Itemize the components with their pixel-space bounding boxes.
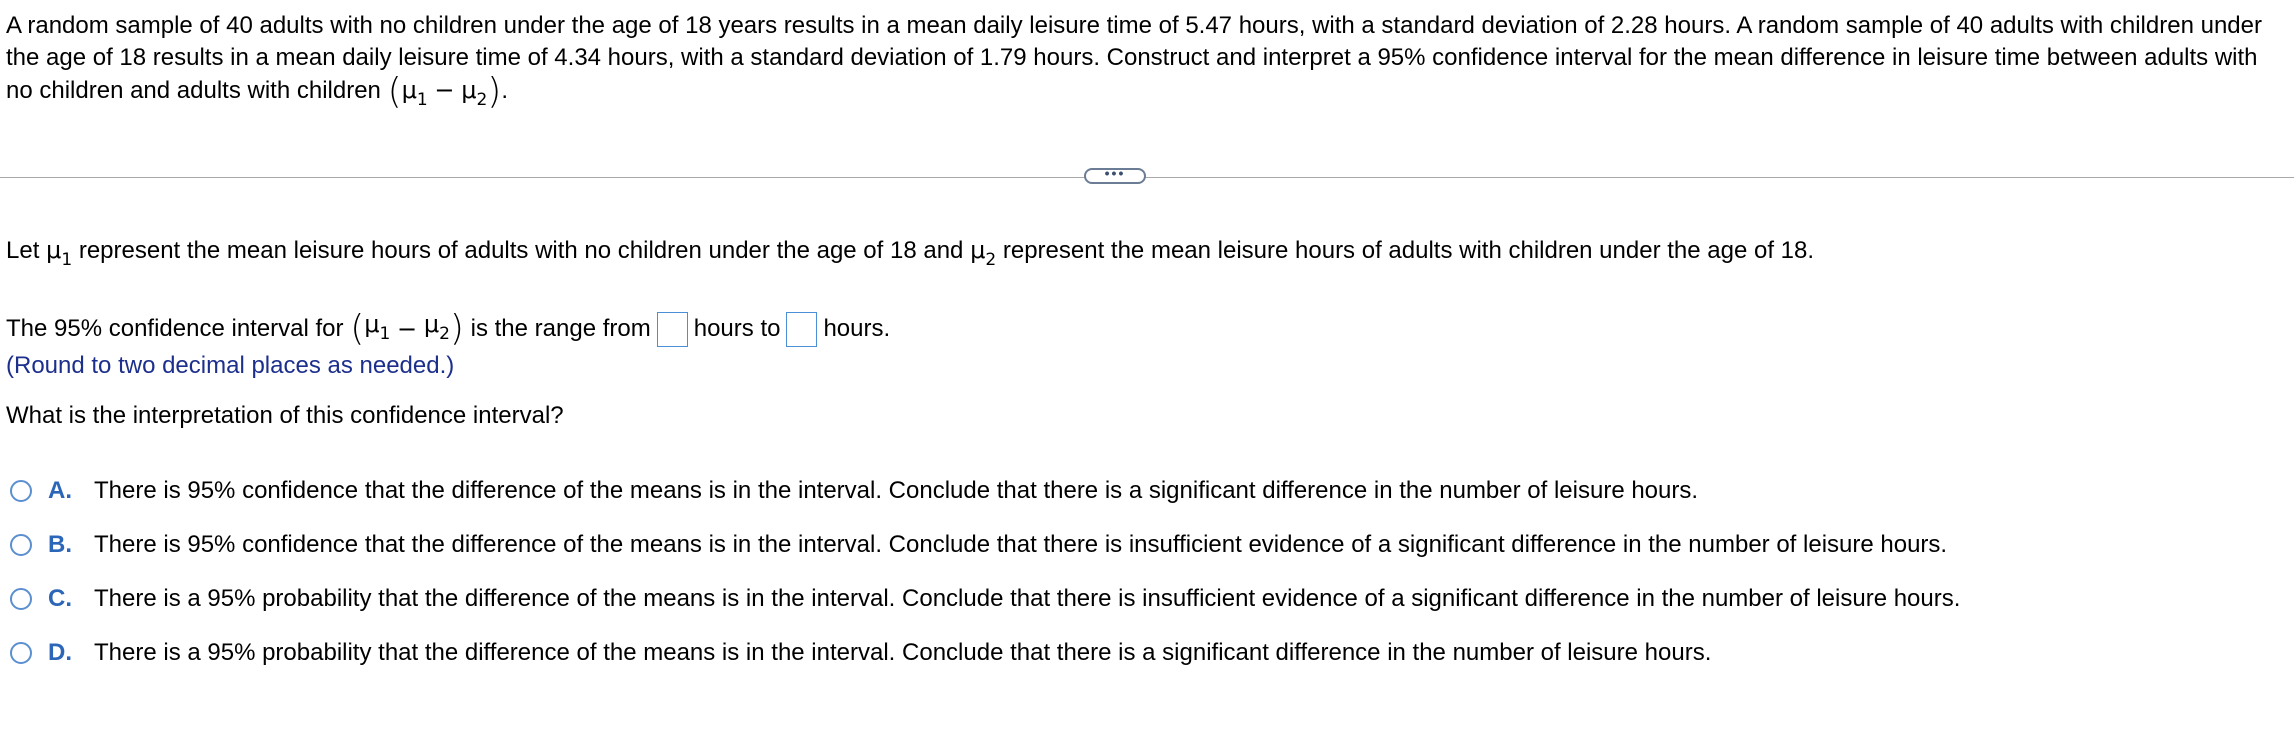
problem-text: A random sample of 40 adults with no children under the age of 18 years results in a mean daily leisure time of 5.47 hours, with a standard deviation of 2.28 hours. A random sample of 40 adults with children under the age of 18 results in a mean daily leisure time of 4.34 hours, with a standard deviation of 1.79 hours. Construct and interpret a 95% confidence interval for the mean difference in leisure time between adults with no children and adults with children — [6, 12, 2262, 104]
mu1-symbol: $\mu_1$ — [46, 236, 73, 270]
option-a[interactable]: A. There is 95% confidence that the difference of the means is in the interval. Conclude that there is a significant difference in the number of leisure hours. — [10, 475, 1960, 507]
interpretation-question: What is the interpretation of this confidence interval? — [6, 402, 564, 429]
radio-button-icon[interactable] — [10, 534, 32, 556]
mu2-symbol: $\mu_2$ — [970, 236, 997, 270]
option-c[interactable]: C. There is a 95% probability that the difference of the means is in the interval. Conclude that there is insufficient evidence of a significant difference in the number of leisure hours. — [10, 583, 1960, 615]
problem-statement — [6, 10, 2286, 116]
option-text: There is 95% confidence that the difference of the means is in the interval. Conclude that there is a significant difference in the number of leisure hours. — [94, 477, 1699, 504]
definition-line: Let $\mu_1$ represent the mean leisure hours of adults with no children under the age of 18 and $\mu_2$ represent the mean leisure hours of adults with children under the age of 18. — [6, 236, 1815, 270]
answer-options — [10, 475, 1960, 691]
option-d[interactable]: D. There is a 95% probability that the difference of the means is in the interval. Conclude that there is a significant difference in the number of leisure hours. — [10, 637, 1960, 669]
expand-button[interactable] — [1084, 165, 1146, 184]
mu2-symbol: $\mu_2$ — [461, 76, 488, 110]
ellipsis-icon: ••• — [1104, 165, 1126, 181]
rounding-note: (Round to two decimal places as needed.) — [6, 352, 455, 379]
right-paren: ) — [487, 71, 502, 112]
option-b[interactable]: B. There is 95% confidence that the difference of the means is in the interval. Conclude that there is insufficient evidence of a significant difference in the number of leisure hours. — [10, 529, 1960, 561]
mu2-symbol: $\mu_2$ — [423, 310, 450, 344]
radio-button-icon[interactable] — [10, 642, 32, 664]
radio-button-icon[interactable] — [10, 588, 32, 610]
lower-bound-input[interactable] — [657, 312, 688, 347]
option-text: There is a 95% probability that the difference of the means is in the interval. Conclude that there is insufficient evidence of a significant difference in the number of leisure hours. — [94, 585, 1961, 612]
option-text: There is a 95% probability that the difference of the means is in the interval. Conclude that there is a significant difference in the number of leisure hours. — [94, 639, 1712, 666]
mu1-symbol: $\mu_1$ — [401, 76, 428, 110]
end-period: . — [501, 77, 509, 104]
left-paren: ( — [387, 71, 402, 112]
confidence-interval-line: The 95% confidence interval for $(\mu_1 - \mu_2)$ is the range from hours to hours. — [6, 308, 891, 349]
section-divider — [0, 177, 2294, 178]
option-text: There is 95% confidence that the difference of the means is in the interval. Conclude that there is insufficient evidence of a significant difference in the number of leisure hours. — [94, 531, 1948, 558]
mu1-symbol: $\mu_1$ — [364, 310, 391, 344]
radio-button-icon[interactable] — [10, 480, 32, 502]
minus-symbol: − — [434, 76, 455, 104]
upper-bound-input[interactable] — [786, 312, 817, 347]
